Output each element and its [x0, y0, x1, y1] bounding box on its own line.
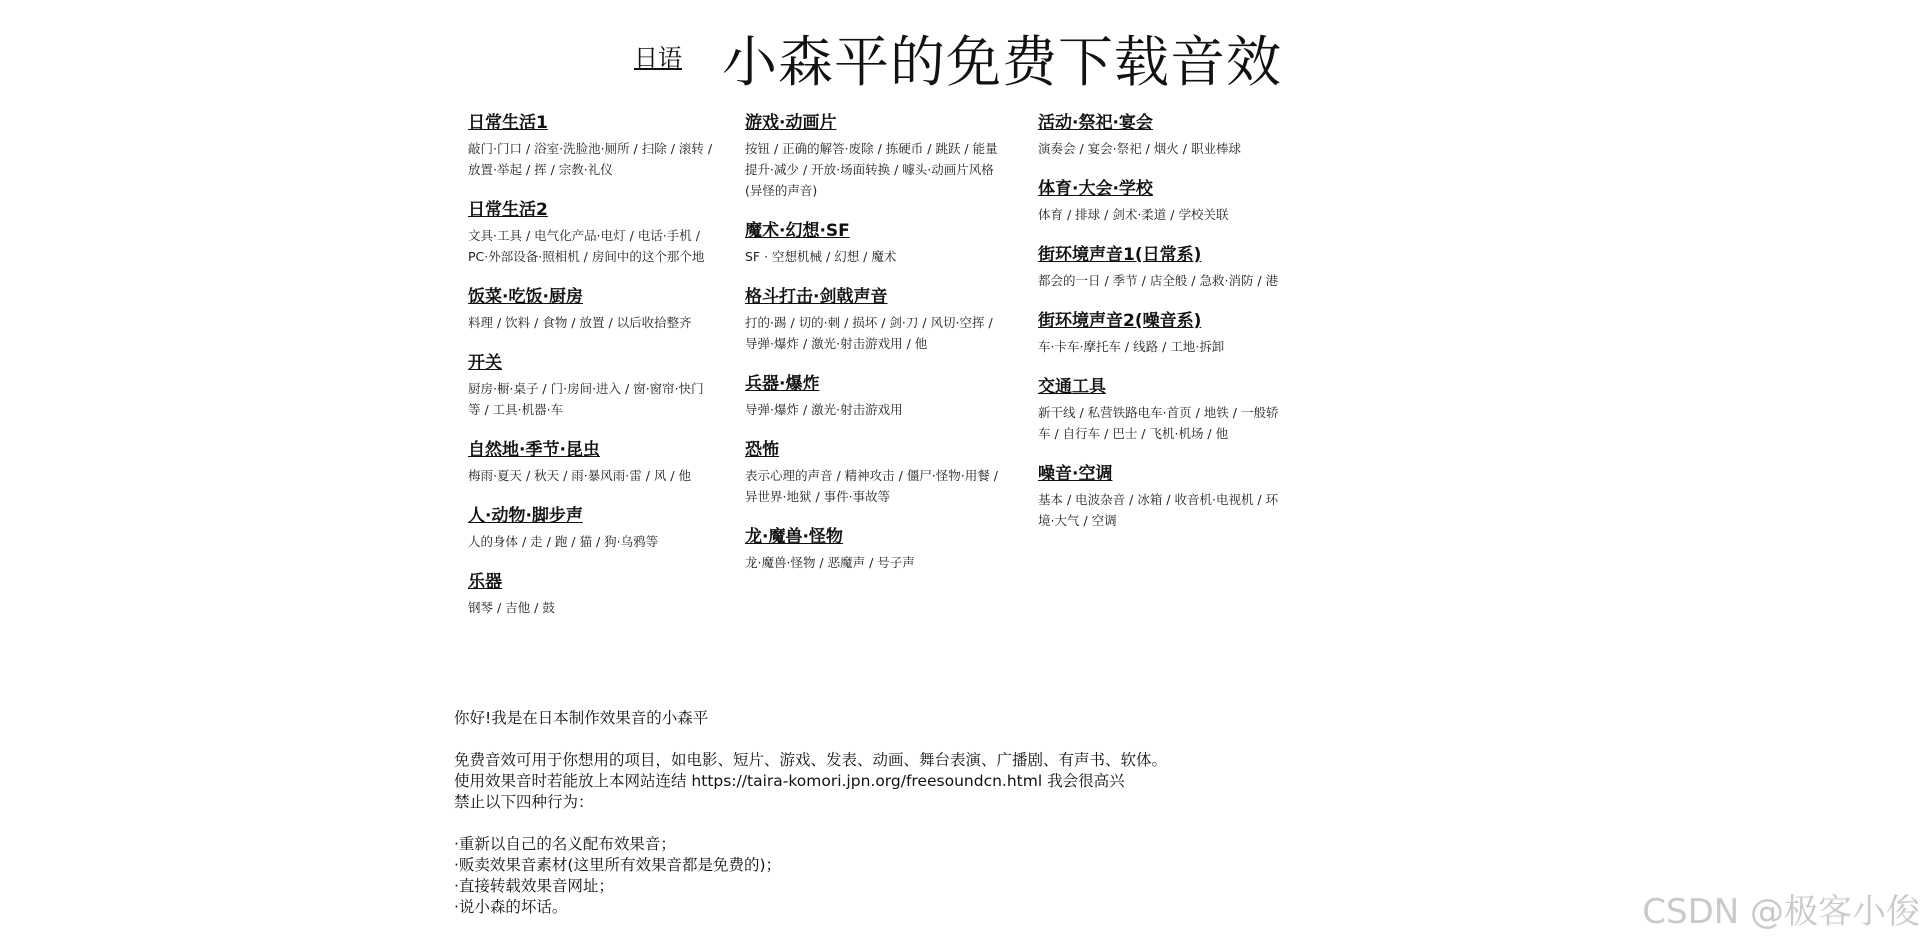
japanese-language-link[interactable]: 日语: [634, 44, 682, 72]
category-column-1: [468, 113, 713, 638]
greeting-text: 你好!我是在日本制作效果音的小森平: [454, 709, 709, 727]
category-link[interactable]: 交通工具: [1038, 377, 1106, 397]
category-description: 按钮 / 正确的解答·废除 / 拣硬币 / 跳跃 / 能量提升·减少 / 开放·场面转换 / 噱头·动画片风格(异怪的声音): [745, 141, 998, 198]
category-column-2: [745, 113, 1000, 593]
category-description: 基本 / 电波杂音 / 冰箱 / 收音机·电视机 / 环境·大气 / 空调: [1038, 492, 1279, 528]
category-item: [468, 572, 713, 618]
category-link[interactable]: 自然地·季节·昆虫: [468, 440, 600, 460]
category-description: 钢琴 / 吉他 / 鼓: [468, 600, 555, 615]
link-request-text: 使用效果音时若能放上本网站连结 https://taira-komori.jpn.org/freesoundcn.html 我会很高兴: [454, 772, 1125, 790]
category-item: [745, 440, 1000, 507]
rule-item: ·重新以自己的名义配布效果音；: [454, 835, 676, 853]
category-description: 车·卡车·摩托车 / 线路 / 工地·拆卸: [1038, 339, 1225, 354]
category-link[interactable]: 魔术·幻想·SF: [745, 221, 850, 241]
category-description: 梅雨·夏天 / 秋天 / 雨·暴风雨·雷 / 风 / 他: [468, 468, 692, 483]
category-link[interactable]: 噪音·空调: [1038, 464, 1113, 484]
category-link[interactable]: 街环境声音1(日常系): [1038, 245, 1202, 265]
category-item: [468, 506, 713, 552]
category-link[interactable]: 格斗打击·剑戟声音: [745, 287, 888, 307]
category-item: [1038, 179, 1283, 225]
category-description: 导弹·爆炸 / 激光·射击游戏用: [745, 402, 903, 417]
spacer: [454, 729, 1354, 750]
category-link[interactable]: 兵器·爆炸: [745, 374, 820, 394]
category-item: [468, 113, 713, 180]
category-item: [745, 113, 1000, 201]
category-item: [745, 287, 1000, 354]
category-description: 厨房·橱·桌子 / 门·房间·进入 / 窗·窗帘·快门等 / 工具·机器·车: [468, 381, 704, 417]
category-link[interactable]: 日常生活2: [468, 200, 548, 220]
category-link[interactable]: 日常生活1: [468, 113, 548, 133]
category-column-3: [1038, 113, 1283, 551]
rule-item: ·贩卖效果音素材(这里所有效果音都是免费的)；: [454, 856, 782, 874]
category-item: [468, 353, 713, 420]
category-link[interactable]: 乐器: [468, 572, 502, 592]
category-item: [745, 221, 1000, 267]
category-description: 都会的一日 / 季节 / 店全般 / 急救·消防 / 港: [1038, 273, 1279, 288]
category-description: 文具·工具 / 电气化产品·电灯 / 电话·手机 / PC·外部设备·照相机 / 房间中的这个那个地: [468, 228, 705, 264]
category-link[interactable]: 开关: [468, 353, 502, 373]
category-link[interactable]: 体育·大会·学校: [1038, 179, 1153, 199]
category-description: 体育 / 排球 / 剑术·柔道 / 学校关联: [1038, 207, 1229, 222]
category-link[interactable]: 游戏·动画片: [745, 113, 837, 133]
category-item: [468, 200, 713, 267]
category-link[interactable]: 街环境声音2(噪音系): [1038, 311, 1202, 331]
rule-item: ·直接转载效果音网址；: [454, 877, 614, 895]
category-item: [745, 374, 1000, 420]
category-item: [1038, 113, 1283, 159]
category-description: 新干线 / 私营铁路电车·首页 / 地铁 / 一般轿车 / 自行车 / 巴士 / 飞机·机场 / 他: [1038, 405, 1279, 441]
category-description: 打的·踢 / 切的·刺 / 损坏 / 剑·刀 / 风切·空挥 / 导弹·爆炸 / 激光·射击游戏用 / 他: [745, 315, 993, 351]
category-link[interactable]: 活动·祭祀·宴会: [1038, 113, 1153, 133]
intro-section: [454, 708, 1354, 918]
rule-item: ·说小森的坏话。: [454, 898, 568, 916]
category-item: [1038, 377, 1283, 444]
usage-text: 免费音效可用于你想用的项目，如电影、短片、游戏、发表、动画、舞台表演、广播剧、有声书、软体。: [454, 751, 1168, 769]
watermark: CSDN @极客小俊: [1642, 892, 1920, 932]
category-link[interactable]: 人·动物·脚步声: [468, 506, 583, 526]
category-item: [1038, 245, 1283, 291]
category-link[interactable]: 龙·魔兽·怪物: [745, 527, 843, 547]
category-link[interactable]: 恐怖: [745, 440, 779, 460]
category-description: 演奏会 / 宴会·祭祀 / 烟火 / 职业棒球: [1038, 141, 1241, 156]
category-link[interactable]: 饭菜·吃饭·厨房: [468, 287, 583, 307]
category-description: SF · 空想机械 / 幻想 / 魔术: [745, 249, 897, 264]
category-description: 敲门·门口 / 浴室·洗脸池·厕所 / 扫除 / 滚转 / 放置·举起 / 挥 / 宗教·礼仪: [468, 141, 713, 177]
spacer: [454, 813, 1354, 834]
category-item: [745, 527, 1000, 573]
category-description: 人的身体 / 走 / 跑 / 猫 / 狗·乌鸦等: [468, 534, 659, 549]
category-item: [1038, 464, 1283, 531]
category-item: [1038, 311, 1283, 357]
category-description: 表示心理的声音 / 精神攻击 / 僵尸·怪物·用餐 / 异世界·地狱 / 事件·事故等: [745, 468, 998, 504]
prohibit-heading: 禁止以下四种行为：: [454, 793, 594, 811]
category-description: 料理 / 饮料 / 食物 / 放置 / 以后收拾整齐: [468, 315, 692, 330]
category-item: [468, 440, 713, 486]
category-description: 龙·魔兽·怪物 / 恶魔声 / 号子声: [745, 555, 915, 570]
category-item: [468, 287, 713, 333]
site-title: 小森平的免费下载音效: [722, 30, 1283, 94]
